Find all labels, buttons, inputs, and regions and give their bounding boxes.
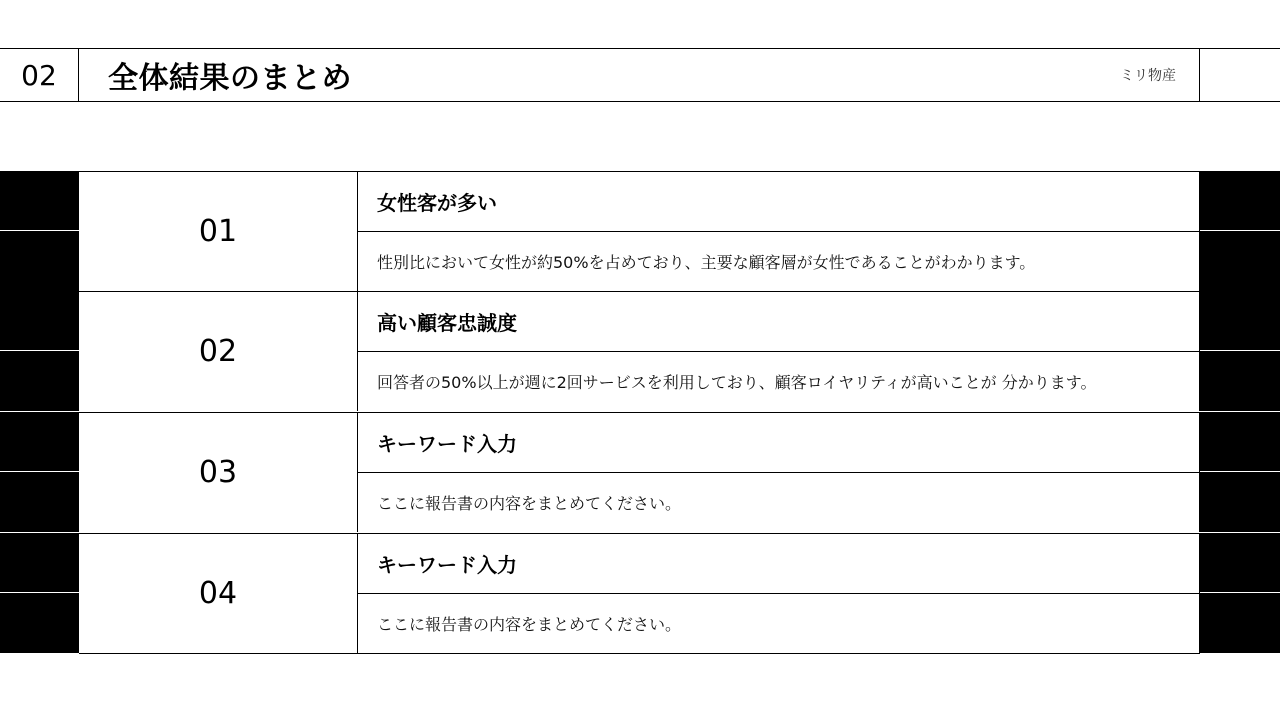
row-description: ここに報告書の内容をまとめてください。 [377,615,682,634]
row-keyword: 高い顧客忠誠度 [357,292,1199,352]
table-row [0,412,1280,532]
page-title: 全体結果のまとめ [108,61,352,96]
row-keyword: 女性客が多い [357,172,1199,232]
summary-table [0,171,1280,654]
row-description: ここに報告書の内容をまとめてください。 [377,494,682,513]
right-black-band [1200,412,1280,532]
row-content [357,412,1200,532]
left-black-band [0,412,79,532]
table-row [0,533,1280,653]
row-content [357,171,1200,291]
row-number: 02 [79,291,358,411]
row-number: 01 [79,171,358,291]
right-black-band [1200,291,1280,411]
right-black-band [1200,171,1280,291]
row-keyword: キーワード入力 [357,413,1199,473]
right-black-band [1200,533,1280,653]
row-keyword: キーワード入力 [357,534,1199,594]
table-row [0,171,1280,291]
row-content [357,533,1200,654]
row-number: 03 [79,412,358,532]
row-number: 04 [79,533,358,654]
left-black-band [0,291,79,411]
row-content [357,291,1200,411]
left-black-band [0,533,79,653]
row-description: 回答者の50%以上が週に2回サービスを利用しており、顧客ロイヤリティが高いことが 分かります。 [377,373,1097,392]
company-name: ミリ物産 [1120,68,1176,84]
header-end-cell [1199,49,1280,101]
section-number: 02 [0,49,79,101]
row-description: 性別比において女性が約50%を占めており、主要な顧客層が女性であることがわかります。 [377,253,1036,272]
header-band [0,48,1280,102]
table-row [0,291,1280,411]
left-black-band [0,171,79,291]
